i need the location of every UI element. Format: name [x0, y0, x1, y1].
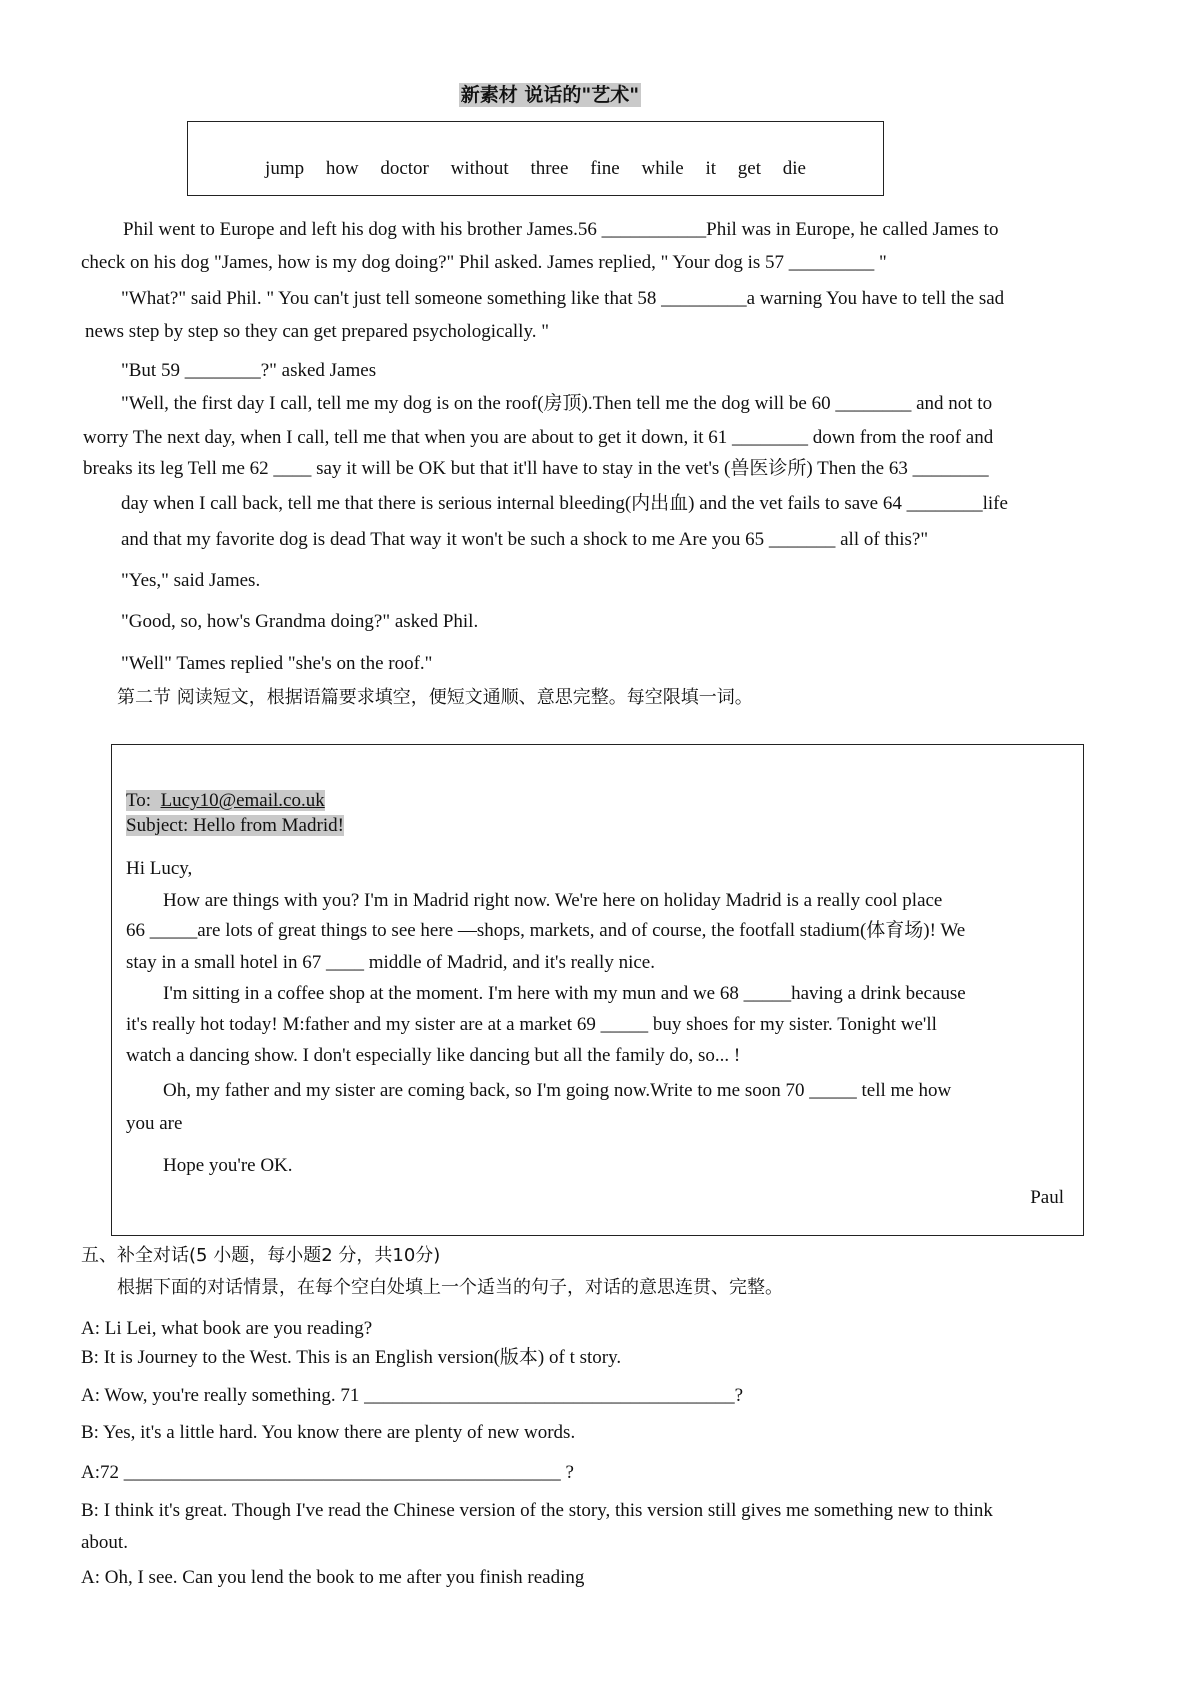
email-line: it's really hot today! M:father and my sister are at a market 69 _____ buy shoes for my sister. Tonight we'll [126, 1014, 937, 1035]
word-bank-word: it [705, 158, 717, 179]
section2-heading: 第二节 阅读短文，根据语篇要求填空，便短文通顺、意思完整。每空限填一词。 [117, 687, 753, 708]
word-bank-word: jump [265, 158, 305, 179]
email-line: I'm sitting in a coffee shop at the moment. I'm here with my mun and we 68 _____having a drink because [163, 983, 966, 1004]
word-bank-word: get [737, 158, 761, 179]
word-bank-word: fine [590, 158, 620, 179]
email-to-line [126, 790, 325, 812]
email-to-label: To: [126, 790, 152, 811]
section5-instruction: 根据下面的对话情景，在每个空白处填上一个适当的句子，对话的意思连贯、完整。 [117, 1277, 783, 1298]
section5-heading: 五、补全对话(5 小题，每小题2 分，共10分) [81, 1245, 441, 1266]
dialogue-line: B: It is Journey to the West. This is an English version(版本) of t story. [81, 1347, 622, 1368]
story-line: "Yes," said James. [121, 570, 261, 591]
word-bank-word: how [325, 158, 359, 179]
dialogue-line: about. [81, 1532, 128, 1553]
email-subject: Subject: Hello from Madrid! [126, 815, 344, 836]
story-line: "What?" said Phil. " You can't just tell someone something like that 58 _________a warning You have to tell the sad [121, 288, 1005, 309]
story-line: news step by step so they can get prepared psychologically. " [85, 321, 549, 342]
word-bank-box [187, 121, 884, 196]
email-line: 66 _____are lots of great things to see here —shops, markets, and of course, the footfall stadium(体育场)! We [126, 920, 966, 941]
word-bank-word: three [530, 158, 569, 179]
dialogue-line: A: Li Lei, what book are you reading? [81, 1318, 373, 1339]
word-bank-word: while [641, 158, 684, 179]
email-subject-line [126, 815, 344, 837]
dialogue-line: B: I think it's great. Though I've read the Chinese version of the story, this version still gives me something new to think [81, 1500, 993, 1521]
story-line: and that my favorite dog is dead That way it won't be such a shock to me Are you 65 _______ all of this?" [121, 529, 929, 550]
dialogue-line: B: Yes, it's a little hard. You know there are plenty of new words. [81, 1422, 576, 1443]
story-line: worry The next day, when I call, tell me that when you are about to get it down, it 61 ________ down from the roof and [83, 427, 994, 448]
page-title [0, 80, 1100, 107]
email-line: watch a dancing show. I don't especially like dancing but all the family do, so... ! [126, 1045, 741, 1066]
email-closing: Hope you're OK. [163, 1155, 293, 1176]
word-bank-word: doctor [380, 158, 429, 179]
dialogue-line: A:72 ______________________________________________ ? [81, 1462, 574, 1483]
story-line: "Good, so, how's Grandma doing?" asked Phil. [121, 611, 479, 632]
story-line: day when I call back, tell me that there is serious internal bleeding(内出血) and the vet fails to save 64 ________life [121, 493, 1008, 514]
email-to-address[interactable]: Lucy10@email.co.uk [160, 790, 325, 811]
email-line: you are [126, 1113, 183, 1134]
word-bank-word: without [450, 158, 509, 179]
dialogue-line: A: Wow, you're really something. 71 _______________________________________? [81, 1385, 744, 1406]
email-line: Oh, my father and my sister are coming back, so I'm going now.Write to me soon 70 _____ tell me how [163, 1080, 952, 1101]
email-line: stay in a small hotel in 67 ____ middle of Madrid, and it's really nice. [126, 952, 655, 973]
story-line: Phil went to Europe and left his dog with his brother James.56 ___________Phil was in Europe, he called James to [123, 219, 999, 240]
story-line: "Well, the first day I call, tell me my dog is on the roof(房顶).Then tell me the dog will be 60 ________ and not to [121, 393, 993, 414]
email-signature: Paul [1030, 1187, 1064, 1208]
dialogue-line: A: Oh, I see. Can you lend the book to me after you finish reading [81, 1567, 585, 1588]
email-greeting: Hi Lucy, [126, 858, 193, 879]
page-title-text: 新素材 说话的"艺术" [460, 84, 640, 106]
email-line: How are things with you? I'm in Madrid right now. We're here on holiday Madrid is a really cool place [163, 890, 943, 911]
story-line: "Well" Tames replied "she's on the roof." [121, 653, 433, 674]
story-line: breaks its leg Tell me 62 ____ say it will be OK but that it'll have to stay in the vet's (兽医诊所) Then the 63 ________ [83, 458, 989, 479]
word-bank-list [188, 158, 883, 180]
story-line: "But 59 ________?" asked James [121, 360, 377, 381]
story-line: check on his dog "James, how is my dog doing?" Phil asked. James replied, " Your dog is 57 _________ " [81, 252, 887, 273]
word-bank-word: die [782, 158, 806, 179]
